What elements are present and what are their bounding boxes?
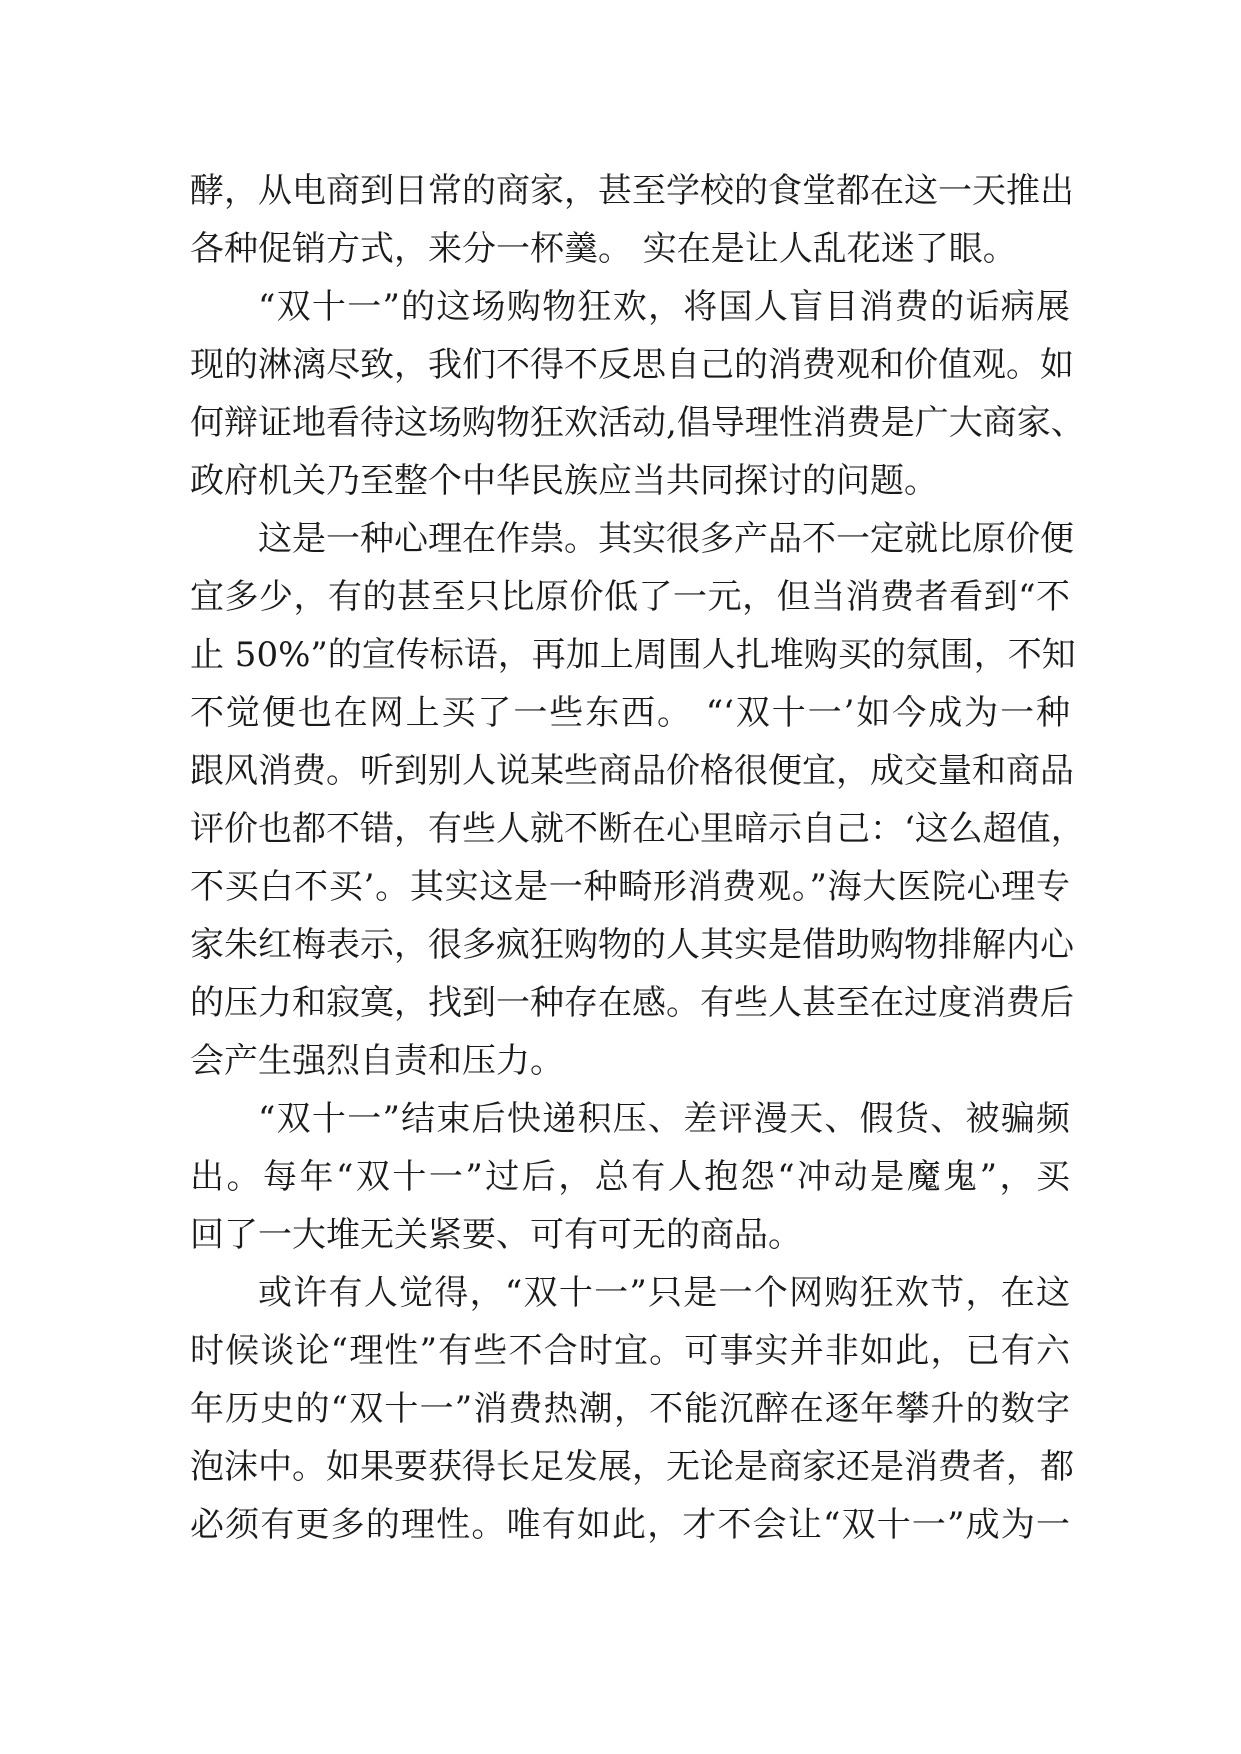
text-line: 跟风消费。听到别人说某些商品价格很便宜，成交量和商品 <box>190 751 1074 791</box>
paragraph <box>190 162 1074 278</box>
text-line: 何辩证地看待这场购物狂欢活动,倡导理性消费是广大商家、 <box>190 403 1085 443</box>
text-line: 泡沫中。如果要获得长足发展，无论是商家还是消费者，都 <box>190 1447 1074 1487</box>
paragraph <box>190 510 1085 1090</box>
paragraph <box>190 1090 1070 1264</box>
text-line: 各种促销方式，来分一杯羹。 实在是让人乱花迷了眼。 <box>190 229 1017 269</box>
text-line: 时候谈论“理性”有些不合时宜。可事实并非如此，已有六 <box>190 1331 1070 1371</box>
text-line: 不买白不买’。其实这是一种畸形消费观。”海大医院心理专 <box>190 867 1070 907</box>
text-line: 回了一大堆无关紧要、可有可无的商品。 <box>190 1215 802 1255</box>
paragraph <box>190 1264 1074 1554</box>
text-line: 评价也都不错，有些人就不断在心里暗示自己：‘这么超值， <box>190 809 1085 849</box>
text-line: 年历史的“双十一”消费热潮，不能沉醉在逐年攀升的数字 <box>190 1389 1070 1429</box>
text-line: “双十一”的这场购物狂欢，将国人盲目消费的诟病展 <box>258 287 1070 327</box>
text-line: 这是一种心理在作祟。其实很多产品不一定就比原价便 <box>258 519 1074 559</box>
text-line: 或许有人觉得，“双十一”只是一个网购狂欢节，在这 <box>258 1273 1070 1313</box>
text-line: 宜多少，有的甚至只比原价低了一元，但当消费者看到“不 <box>190 577 1070 617</box>
text-line: 出。每年“双十一”过后，总有人抱怨“冲动是魔鬼”，买 <box>190 1157 1070 1197</box>
text-line: 政府机关乃至整个中华民族应当共同探讨的问题。 <box>190 461 938 501</box>
text-line: 会产生强烈自责和压力。 <box>190 1041 564 1081</box>
document-body <box>190 162 1085 1554</box>
text-line: 现的淋漓尽致，我们不得不反思自己的消费观和价值观。如 <box>190 345 1074 385</box>
text-line: 不觉便也在网上买了一些东西。 “‘双十一’如今成为一种 <box>190 693 1070 733</box>
text-line: 的压力和寂寞，找到一种存在感。有些人甚至在过度消费后 <box>190 983 1074 1023</box>
text-line: 必须有更多的理性。唯有如此，才不会让“双十一”成为一 <box>190 1505 1070 1545</box>
text-line: 止 50%”的宣传标语，再加上周围人扎堆购买的氛围，不知 <box>190 635 1076 675</box>
text-line: “双十一”结束后快递积压、差评漫天、假货、被骗频 <box>258 1099 1070 1139</box>
text-line: 家朱红梅表示，很多疯狂购物的人其实是借助购物排解内心 <box>190 925 1074 965</box>
text-line: 酵，从电商到日常的商家，甚至学校的食堂都在这一天推出 <box>190 171 1074 211</box>
paragraph <box>190 278 1085 510</box>
